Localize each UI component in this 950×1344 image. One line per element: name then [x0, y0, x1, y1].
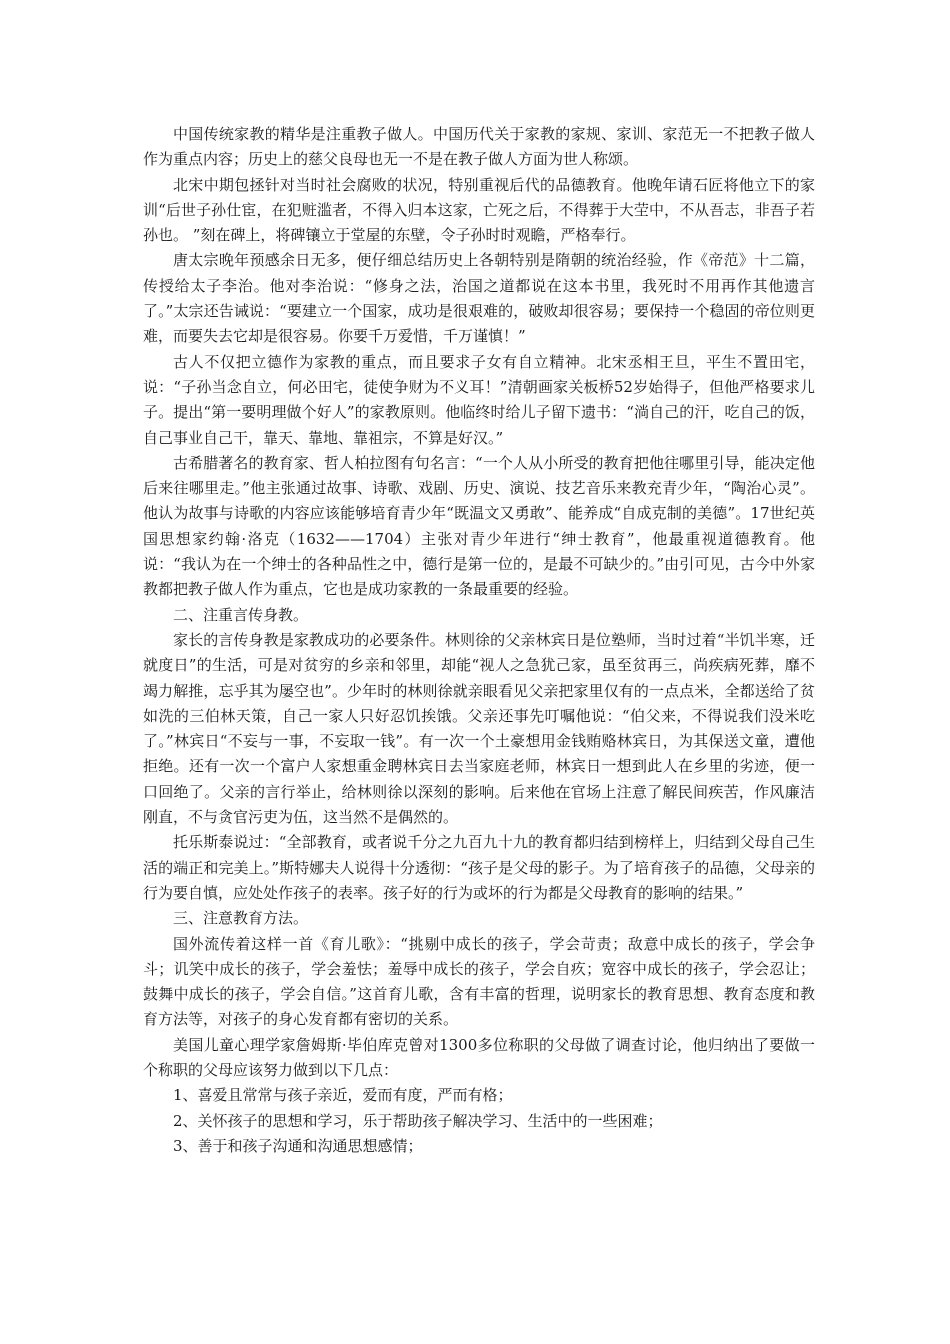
- paragraph-5: 古希腊著名的教育家、哲人柏拉图有句名言：“一个人从小所受的教育把他往哪里引导，能决定他后来往哪里走。”他主张通过故事、诗歌、戏剧、历史、演说、技艺音乐来教充青少年，“陶治心灵”。他认为故事与诗歌的内容应该能够培育青少年“既温文又勇敢”、能养成“自成克制的美德”。17世纪英国思想家约翰·洛克（1632——1704）主张对青少年进行“绅士教育”，他最重视道德教育。他说：“我认为在一个绅士的各种品性之中，德行是第一位的，是最不可缺少的。”由引可见，古今中外家教都把教子做人作为重点，它也是成功家教的一条最重要的经验。: [143, 453, 815, 599]
- paragraph-7: 托乐斯泰说过：“全部教育，或者说千分之九百九十九的教育都归结到榜样上，归结到父母自己生活的端正和完美上。”斯特娜夫人说得十分透彻：“孩子是父母的影子。为了培育孩子的品德，父母亲的行为要自慎，应处处作孩子的表率。孩子好的行为或坏的行为都是父母教育的影响的结果。”: [143, 833, 815, 902]
- paragraph-6: 家长的言传身教是家教成功的必要条件。林则徐的父亲林宾日是位塾师，当时过着“半饥半寒，迁就度日”的生活，可是对贫穷的乡亲和邻里，却能“视人之急犹己家，虽至贫再三，尚疾病死葬，靡不竭力解推，忘乎其为屡空也”。少年时的林则徐就亲眼看见父亲把家里仅有的一点点米，全都送给了贫如洗的三伯林天策，自己一家人只好忍饥挨饿。父亲还事先叮嘱他说：“伯父来，不得说我们没米吃了。”林宾日“不妄与一事，不妄取一钱”。有一次一个土豪想用金钱贿赂林宾日，为其保送文童，遭他拒绝。还有一次一个富户人家想重金聘林宾日去当家庭老师，林宾日一想到此人在乡里的劣迹，便一口回绝了。父亲的言行举止，给林则徐以深刻的影响。后来他在官场上注意了解民间疾苦，作风廉洁刚直，不与贪官污吏为伍，这当然不是偶然的。: [143, 630, 815, 827]
- paragraph-9: 美国儿童心理学家詹姆斯·毕伯库克曾对1300多位称职的父母做了调查讨论，他归纳出了要做一个称职的父母应该努力做到以下几点：: [143, 1035, 815, 1079]
- document-body: [143, 122, 815, 1159]
- list-item-1: 1、喜爱且常常与孩子亲近，爱而有度，严而有格；: [173, 1086, 513, 1105]
- paragraph-8: 国外流传着这样一首《育儿歌》：“挑剔中成长的孩子，学会苛责；敌意中成长的孩子，学会争斗；讥笑中成长的孩子，学会羞怯；羞辱中成长的孩子，学会自疚；宽容中成长的孩子，学会忍让；鼓舞中成长的孩子，学会自信。”这首育儿歌，含有丰富的哲理，说明家长的教育思想、教育态度和教育方法等，对孩子的身心发育都有密切的关系。: [143, 934, 815, 1029]
- section-heading-3: 三、注意教育方法。: [173, 909, 309, 928]
- paragraph-1: 中国传统家教的精华是注重教子做人。中国历代关于家教的家规、家训、家范无一不把教子做人作为重点内容；历史上的慈父良母也无一不是在教子做人方面为世人称颂。: [143, 125, 815, 169]
- section-heading-2: 二、注重言传身教。: [173, 605, 309, 624]
- paragraph-2: 北宋中期包拯针对当时社会腐败的状况，特别重视后代的品德教育。他晚年请石匠将他立下的家训“后世子孙仕宦，在犯赃滥者，不得入归本这家，亡死之后，不得葬于大茔中，不从吾志，非吾子若孙也。 ”刻在碑上，将碑镶立于堂屋的东壁，令子孙时时观瞻，严格奉行。: [143, 175, 815, 245]
- paragraph-4: 古人不仅把立德作为家教的重点，而且要求子女有自立精神。北宋丞相王旦，平生不置田宅，说：“子孙当念自立，何必田宅，徒使争财为不义耳！”清朝画家关板桥52岁始得子，但他严格要求儿子。提出“第一要明理做个好人”的家教原则。他临终时给儿子留下遗书：“淌自己的汗，吃自己的饭，自己事业自己干，靠天、靠地、靠祖宗，不算是好汉。”: [143, 352, 815, 447]
- list-item-2: 2、关怀孩子的思想和学习，乐于帮助孩子解决学习、生活中的一些困难；: [173, 1111, 663, 1130]
- list-item-3: 3、善于和孩子沟通和沟通思想感情；: [173, 1136, 423, 1155]
- paragraph-3: 唐太宗晚年预感余日无多，便仔细总结历史上各朝特别是隋朝的统治经验，作《帝范》十二篇，传授给太子李治。他对李治说：“修身之法，治国之道都说在这本书里，我死时不用再作其他遗言了。”太宗还告诫说：“要建立一个国家，成功是很艰难的，破败却很容易；要保持一个稳固的帝位则更难，而要失去它却是很容易。你要千万爱惜，千万谨慎！”: [143, 251, 815, 346]
